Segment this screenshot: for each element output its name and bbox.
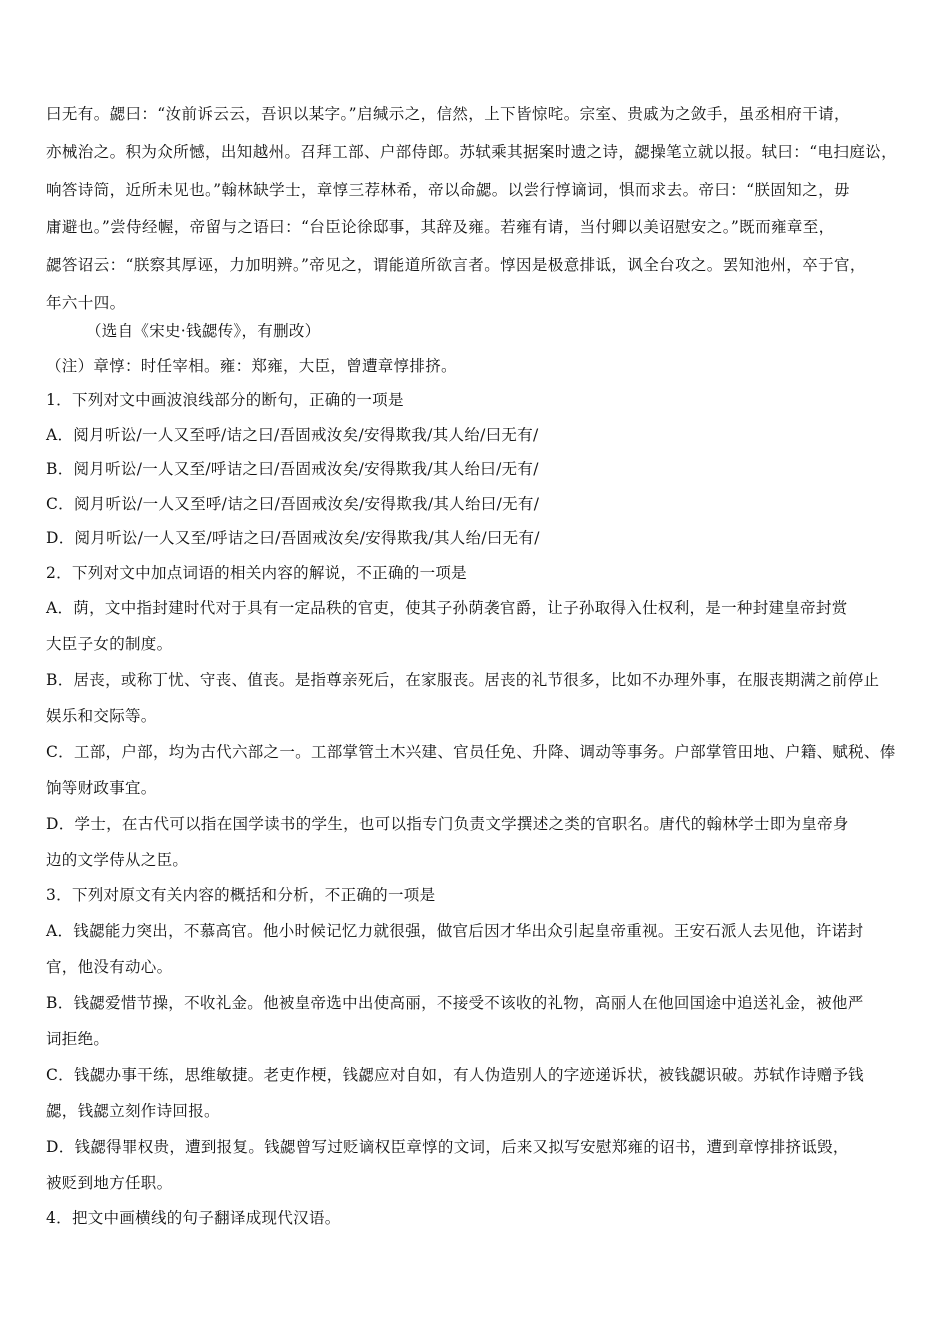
option-line-continued: 饷等财政事宜。 — [46, 779, 157, 797]
option-line: A．荫，文中指封建时代对于具有一定品秩的官吏，使其子孙荫袭官爵，让子孙取得入仕权利，是一种封建皇帝封赏 — [46, 599, 848, 617]
option-line: A．钱勰能力突出，不慕高官。他小时候记忆力就很强，做官后因才华出众引起皇帝重视。王安石派人去见他，许诺封 — [46, 921, 864, 940]
option-line-continued: 被贬到地方任职。 — [46, 1173, 173, 1192]
passage-line: 亦械治之。积为众所憾，出知越州。召拜工部、户部侍郎。苏轼乘其据案时遗之诗，勰操笔立就以报。轼曰：“电扫庭讼， — [46, 142, 898, 161]
option-line-continued: 大臣子女的制度。 — [46, 635, 173, 653]
option-line: B．钱勰爱惜节操，不收礼金。他被皇帝选中出使高丽，不接受不该收的礼物，高丽人在他回国途中追送礼金，被他严 — [46, 993, 864, 1012]
option-line: C．钱勰办事干练，思维敏捷。老吏作梗，钱勰应对自如，有人伪造别人的字迹递诉状，被钱勰识破。苏轼作诗赠予钱 — [46, 1065, 864, 1084]
questions-section — [46, 314, 914, 1235]
passage-line: 庸避也。”尝侍经幄，帝留与之语曰：“台臣论徐邸事，其辞及雍。若雍有请，当付卿以美诏慰安之。”既而雍章至， — [46, 218, 835, 237]
passage-line: 曰无有。勰曰：“汝前诉云云，吾识以某字。”启缄示之，信然，上下皆惊咤。宗室、贵戚为之敛手，虽丞相府干请， — [46, 105, 850, 123]
passage-line: 响答诗筒，近所未见也。”翰林缺学士，章惇三荐林希，帝以命勰。以尝行惇谪词，惧而求去。帝曰：“朕固知之，毋 — [46, 180, 850, 199]
source-citation: （选自《宋史·钱勰传》，有删改） — [86, 322, 321, 340]
option-line: D．阅月听讼/一人又至/呼诘之曰/吾固戒汝矣/安得欺我/其人绐/曰无有/ — [46, 529, 540, 547]
option-line-continued: 词拒绝。 — [46, 1029, 110, 1048]
option-line: D．学士，在古代可以指在国学读书的学生，也可以指专门负责文学撰述之类的官职名。唐代的翰林学士即为皇帝身 — [46, 815, 849, 833]
option-line: C．阅月听讼/一人又至呼/诘之曰/吾固戒汝矣/安得欺我/其人绐曰/无有/ — [46, 494, 540, 513]
option-line: B．居丧，或称丁忧、守丧、值丧。是指尊亲死后，在家服丧。居丧的礼节很多，比如不办理外事，在服丧期满之前停止 — [46, 671, 880, 689]
question-stem: 2．下列对文中加点词语的相关内容的解说，不正确的一项是 — [46, 563, 467, 582]
footnote: （注）章惇：时任宰相。雍：郑雍，大臣，曾遭章惇排挤。 — [46, 356, 457, 375]
option-line: B．阅月听讼/一人又至/呼诘之曰/吾固戒汝矣/安得欺我/其人绐曰/无有/ — [46, 460, 539, 478]
passage-line: 勰答诏云：“朕察其厚诬，力加明辨。”帝见之，谓能道所欲言者。惇因是极意排诋，讽全台攻之。罢知池州，卒于官， — [46, 256, 866, 275]
passage-line: 年六十四。 — [46, 293, 126, 312]
option-line-continued: 官，他没有动心。 — [46, 957, 173, 976]
option-line: A．阅月听讼/一人又至呼/诘之曰/吾固戒汝矣/安得欺我/其人绐/曰无有/ — [46, 425, 539, 444]
question-stem: 1．下列对文中画波浪线部分的断句，正确的一项是 — [46, 391, 404, 409]
option-line: C．工部，户部，均为古代六部之一。工部掌管土木兴建、官员任免、升降、调动等事务。户部掌管田地、户籍、赋税、俸 — [46, 743, 896, 761]
question-stem: 3．下列对原文有关内容的概括和分析，不正确的一项是 — [46, 886, 436, 904]
option-line-continued: 边的文学侍从之臣。 — [46, 851, 189, 869]
passage-text — [46, 96, 914, 323]
option-line-continued: 勰，钱勰立刻作诗回报。 — [46, 1101, 220, 1120]
question-stem: 4．把文中画横线的句子翻译成现代汉语。 — [46, 1208, 341, 1227]
option-line: D．钱勰得罪权贵，遭到报复。钱勰曾写过贬谪权臣章惇的文词，后来又拟写安慰郑雍的诏书，遭到章惇排挤诋毁， — [46, 1137, 849, 1156]
option-line-continued: 娱乐和交际等。 — [46, 707, 157, 725]
